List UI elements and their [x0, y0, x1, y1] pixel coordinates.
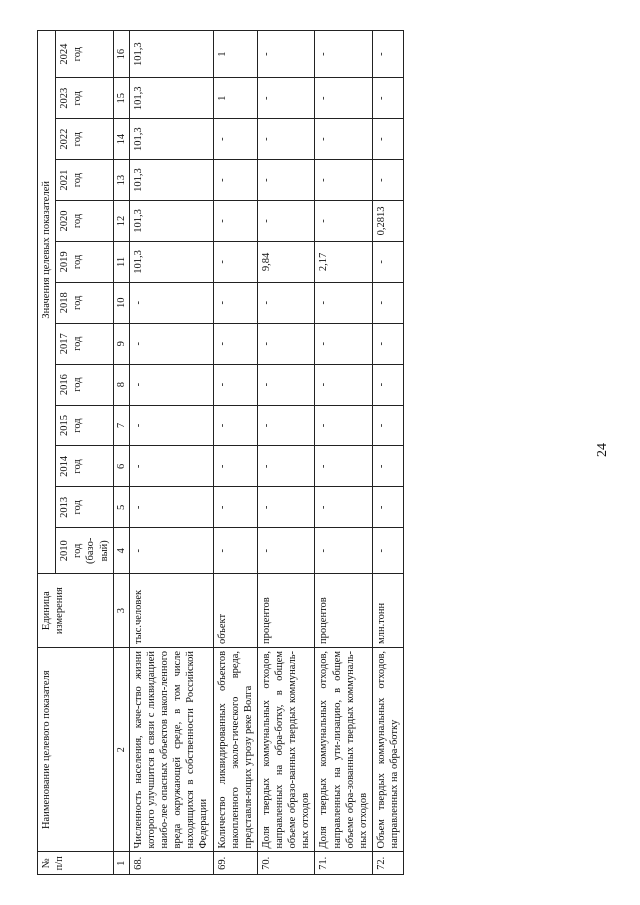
- indicator-value: -: [129, 446, 213, 487]
- header-values-group: Значения целевых показателей: [38, 31, 56, 574]
- header-year: 2013 год: [56, 487, 114, 528]
- header-year: 2022 год: [56, 119, 114, 160]
- indicator-value: -: [129, 282, 213, 323]
- table-row: [372, 31, 403, 875]
- column-index-cell: 15: [113, 78, 129, 119]
- indicator-value: 101,3: [129, 241, 213, 282]
- header-year: 2017 год: [56, 323, 114, 364]
- indicator-value: -: [315, 160, 373, 201]
- row-number: 68.: [129, 852, 213, 875]
- indicator-value: -: [315, 78, 373, 119]
- column-index-cell: 1: [113, 852, 129, 875]
- indicator-value: -: [257, 487, 315, 528]
- indicator-value: -: [257, 323, 315, 364]
- page-number: 24: [595, 443, 610, 457]
- header-year: 2024 год: [56, 31, 114, 78]
- indicator-value: -: [213, 487, 257, 528]
- indicator-value: -: [372, 31, 403, 78]
- column-index-cell: 13: [113, 160, 129, 201]
- row-number: 72.: [372, 852, 403, 875]
- indicator-value: -: [257, 405, 315, 446]
- indicator-value: -: [213, 282, 257, 323]
- header-num: № п/п: [38, 852, 114, 875]
- indicator-value: -: [315, 31, 373, 78]
- indicator-value: 9,84: [257, 241, 315, 282]
- unit-of-measure: объект: [213, 574, 257, 648]
- indicator-value: -: [129, 405, 213, 446]
- indicator-value: -: [129, 528, 213, 574]
- header-year: 2010 год (базо- вый): [56, 528, 114, 574]
- unit-of-measure: млн.тонн: [372, 574, 403, 648]
- indicator-value: -: [372, 160, 403, 201]
- indicator-value: -: [315, 405, 373, 446]
- column-index-cell: 4: [113, 528, 129, 574]
- column-index-cell: 11: [113, 241, 129, 282]
- header-year: 2023 год: [56, 78, 114, 119]
- indicator-value: -: [315, 119, 373, 160]
- indicator-value: -: [315, 282, 373, 323]
- indicator-value: -: [372, 528, 403, 574]
- indicator-value: -: [129, 364, 213, 405]
- indicator-value: 101,3: [129, 31, 213, 78]
- indicator-value: -: [257, 446, 315, 487]
- unit-of-measure: процентов: [257, 574, 315, 648]
- indicator-name: Количество ликвидированных объектов накопленного эколо-гического вреда, представля-ющих угрозу реке Волга: [213, 647, 257, 852]
- indicator-value: -: [257, 31, 315, 78]
- indicator-name: Доля твердых коммунальных отходов, направленных на обра-ботку, в общем объеме образо-ванных твердых коммуналь-ных отходов: [257, 647, 315, 852]
- table-body: [129, 31, 403, 875]
- header-year: 2019 год: [56, 241, 114, 282]
- indicator-value: -: [315, 446, 373, 487]
- column-index-cell: 5: [113, 487, 129, 528]
- unit-of-measure: процентов: [315, 574, 373, 648]
- indicator-value: -: [257, 160, 315, 201]
- header-year: 2015 год: [56, 405, 114, 446]
- header-row-1: [38, 31, 56, 875]
- column-index-cell: 9: [113, 323, 129, 364]
- indicator-value: -: [372, 119, 403, 160]
- indicator-value: -: [213, 160, 257, 201]
- indicator-value: -: [372, 446, 403, 487]
- column-index-cell: 12: [113, 201, 129, 242]
- indicator-value: 101,3: [129, 119, 213, 160]
- indicator-value: -: [372, 487, 403, 528]
- indicator-value: -: [213, 323, 257, 364]
- table-row: [315, 31, 373, 875]
- column-index-cell: 10: [113, 282, 129, 323]
- indicator-value: 101,3: [129, 201, 213, 242]
- indicator-value: -: [372, 241, 403, 282]
- column-index-cell: 7: [113, 405, 129, 446]
- indicator-value: -: [213, 119, 257, 160]
- indicator-value: -: [257, 528, 315, 574]
- indicator-value: 1: [213, 31, 257, 78]
- indicator-name: Численность населения, каче-ство жизни которого улучшится в связи с ликвидацией наибо-лее опасных объектов накоп-ленного вреда окружающей среде, в том числе находящихся в собственности Российской Федерации: [129, 647, 213, 852]
- indicator-value: -: [257, 364, 315, 405]
- indicator-value: -: [372, 405, 403, 446]
- indicator-value: -: [213, 364, 257, 405]
- column-index-cell: 2: [113, 647, 129, 852]
- column-index-cell: 3: [113, 574, 129, 648]
- header-year: 2014 год: [56, 446, 114, 487]
- header-year: 2016 год: [56, 364, 114, 405]
- column-index-cell: 14: [113, 119, 129, 160]
- row-number: 71.: [315, 852, 373, 875]
- indicator-value: 101,3: [129, 78, 213, 119]
- header-unit: Единица измерения: [38, 574, 114, 648]
- indicator-value: -: [213, 241, 257, 282]
- table-row: [257, 31, 315, 875]
- indicator-value: 2,17: [315, 241, 373, 282]
- table-row: [129, 31, 213, 875]
- indicator-value: 1: [213, 78, 257, 119]
- indicator-value: -: [213, 405, 257, 446]
- unit-of-measure: тыс.человек: [129, 574, 213, 648]
- header-year: 2021 год: [56, 160, 114, 201]
- indicator-value: -: [372, 282, 403, 323]
- indicator-value: -: [257, 119, 315, 160]
- indicator-value: -: [315, 528, 373, 574]
- column-index-cell: 6: [113, 446, 129, 487]
- row-number: 70.: [257, 852, 315, 875]
- indicator-value: -: [257, 201, 315, 242]
- indicator-value: -: [315, 323, 373, 364]
- indicator-value: -: [372, 323, 403, 364]
- indicator-value: -: [213, 201, 257, 242]
- indicator-value: -: [315, 364, 373, 405]
- indicator-value: 101,3: [129, 160, 213, 201]
- indicator-name: Объем твердых коммунальных отходов, направленных на обра-ботку: [372, 647, 403, 852]
- column-index-cell: 16: [113, 31, 129, 78]
- indicator-value: -: [257, 78, 315, 119]
- indicator-value: -: [213, 528, 257, 574]
- target-indicators-table: [37, 30, 404, 875]
- column-index-row: [113, 31, 129, 875]
- indicator-value: -: [129, 323, 213, 364]
- indicator-value: -: [372, 78, 403, 119]
- indicator-value: -: [372, 364, 403, 405]
- indicator-value: -: [315, 201, 373, 242]
- header-name: Наименование целевого показателя: [38, 647, 114, 852]
- indicator-value: -: [129, 487, 213, 528]
- column-index-cell: 8: [113, 364, 129, 405]
- header-year: 2020 год: [56, 201, 114, 242]
- indicator-value: -: [213, 446, 257, 487]
- row-number: 69.: [213, 852, 257, 875]
- table-row: [213, 31, 257, 875]
- indicator-value: 0,2813: [372, 201, 403, 242]
- indicator-name: Доля твердых коммунальных отходов, направленных на ути-лизацию, в общем объеме обра-зованных твердых коммуналь-ных отходов: [315, 647, 373, 852]
- indicator-value: -: [315, 487, 373, 528]
- indicator-value: -: [257, 282, 315, 323]
- header-year: 2018 год: [56, 282, 114, 323]
